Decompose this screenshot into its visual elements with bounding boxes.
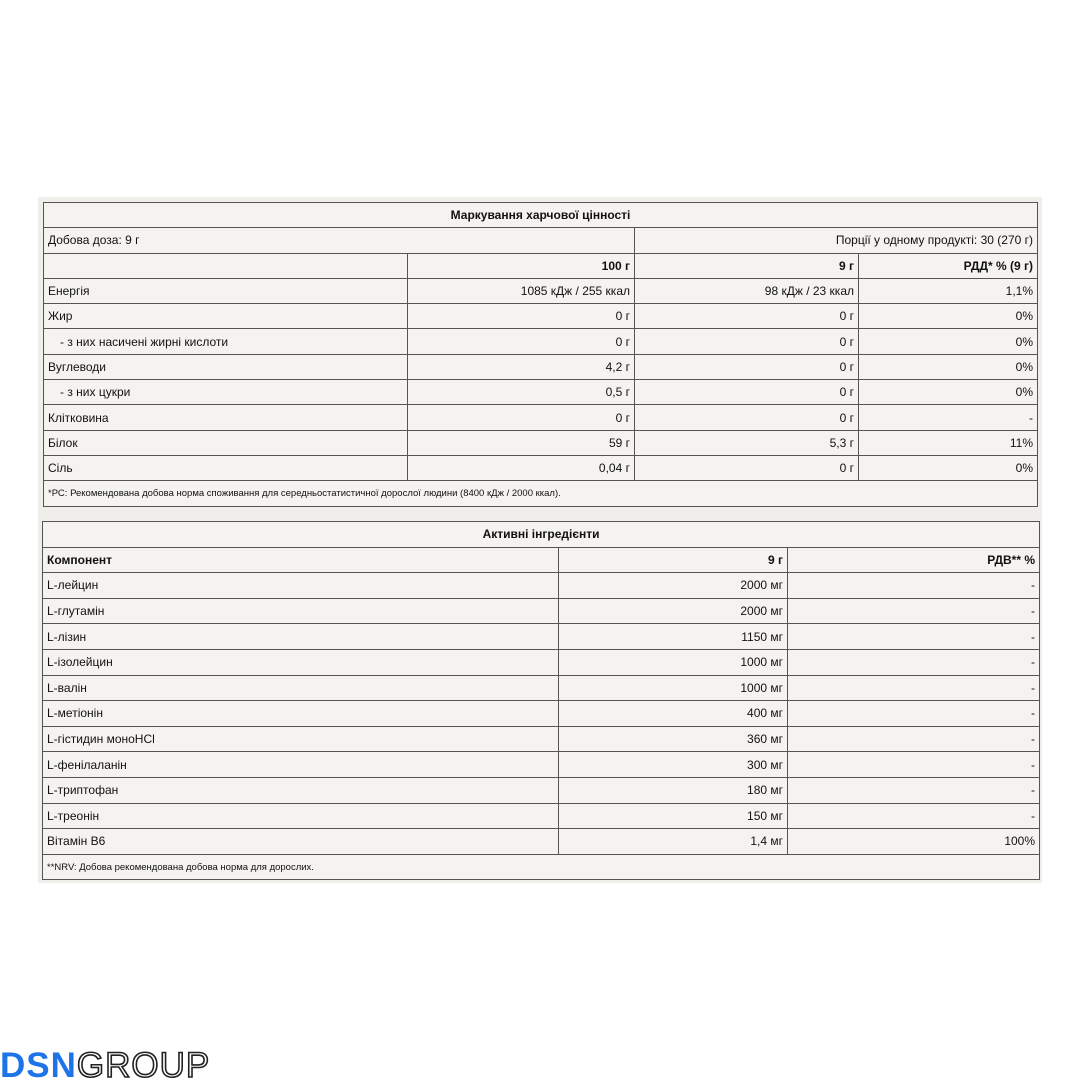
nutrition-header-9g: 9 г xyxy=(635,253,859,278)
ingredient-name: L-ізолейцин xyxy=(43,649,559,675)
ingredient-amount: 1000 мг xyxy=(559,675,788,701)
ingredient-rdv-pct: 100% xyxy=(788,829,1040,855)
table-row xyxy=(43,649,1040,675)
ingredient-rdv-pct: - xyxy=(788,701,1040,727)
ingredient-amount: 300 мг xyxy=(559,752,788,778)
nutrient-name: Сіль xyxy=(44,455,408,480)
nutrition-table xyxy=(43,202,1038,507)
table-row xyxy=(43,598,1040,624)
ingredient-amount: 1000 мг xyxy=(559,649,788,675)
table-row xyxy=(43,675,1040,701)
nutrient-rda-pct: - xyxy=(859,405,1038,430)
ingredients-header-amount: 9 г xyxy=(559,547,788,573)
nutrient-per-9g: 0 г xyxy=(635,354,859,379)
ingredient-rdv-pct: - xyxy=(788,726,1040,752)
ingredients-header-row xyxy=(43,547,1040,573)
ingredient-rdv-pct: - xyxy=(788,573,1040,599)
ingredient-name: L-лейцин xyxy=(43,573,559,599)
nutrient-rda-pct: 0% xyxy=(859,455,1038,480)
nutrition-header-rda: РДД* % (9 г) xyxy=(859,253,1038,278)
ingredient-rdv-pct: - xyxy=(788,598,1040,624)
nutrition-dose-row xyxy=(44,228,1038,253)
ingredient-rdv-pct: - xyxy=(788,675,1040,701)
daily-dose: Добова доза: 9 г xyxy=(44,228,635,253)
ingredients-title: Активні інгредієнти xyxy=(43,522,1040,548)
ingredient-name: L-глутамін xyxy=(43,598,559,624)
nutrient-name: - з них цукри xyxy=(44,380,408,405)
logo-part-group: GROUP xyxy=(76,1046,211,1085)
nutrition-header-row xyxy=(44,253,1038,278)
nutrient-name: Клітковина xyxy=(44,405,408,430)
table-row xyxy=(43,752,1040,778)
nutrient-per-9g: 0 г xyxy=(635,329,859,354)
nutrition-footnote: *РС: Рекомендована добова норма споживання для середньостатистичної дорослої людини (8400 кДж / 2000 ккал). xyxy=(44,481,1038,506)
nutrient-per-9g: 0 г xyxy=(635,304,859,329)
nutrient-name: Вуглеводи xyxy=(44,354,408,379)
logo-part-dsn: DSN xyxy=(0,1046,77,1085)
nutrient-per-100g: 1085 кДж / 255 ккал xyxy=(408,278,635,303)
nutrient-name: Білок xyxy=(44,430,408,455)
ingredient-name: L-валін xyxy=(43,675,559,701)
table-row xyxy=(43,777,1040,803)
nutrient-per-9g: 0 г xyxy=(635,405,859,430)
nutrient-rda-pct: 0% xyxy=(859,354,1038,379)
ingredient-rdv-pct: - xyxy=(788,649,1040,675)
ingredient-name: L-триптофан xyxy=(43,777,559,803)
ingredients-header-rdv: РДВ** % xyxy=(788,547,1040,573)
table-row xyxy=(43,803,1040,829)
ingredients-title-row xyxy=(43,522,1040,548)
table-row xyxy=(44,405,1038,430)
servings-per-product: Порції у одному продукті: 30 (270 г) xyxy=(635,228,1038,253)
table-row xyxy=(44,430,1038,455)
ingredient-amount: 150 мг xyxy=(559,803,788,829)
nutrient-per-100g: 0 г xyxy=(408,405,635,430)
table-row xyxy=(43,624,1040,650)
table-row xyxy=(43,573,1040,599)
ingredients-footnote-row xyxy=(43,854,1040,880)
nutrient-per-100g: 59 г xyxy=(408,430,635,455)
dsn-group-logo xyxy=(0,1046,211,1085)
nutrient-name: Жир xyxy=(44,304,408,329)
ingredient-rdv-pct: - xyxy=(788,624,1040,650)
nutrition-title: Маркування харчової цінності xyxy=(44,203,1038,228)
table-row xyxy=(44,304,1038,329)
nutrient-name: - з них насичені жирні кислоти xyxy=(44,329,408,354)
ingredient-name: L-лізин xyxy=(43,624,559,650)
nutrient-per-9g: 5,3 г xyxy=(635,430,859,455)
ingredient-rdv-pct: - xyxy=(788,752,1040,778)
nutrient-rda-pct: 1,1% xyxy=(859,278,1038,303)
ingredients-table xyxy=(42,521,1040,880)
nutrient-per-9g: 98 кДж / 23 ккал xyxy=(635,278,859,303)
ingredient-rdv-pct: - xyxy=(788,777,1040,803)
ingredient-amount: 2000 мг xyxy=(559,573,788,599)
table-row xyxy=(44,380,1038,405)
table-row xyxy=(44,329,1038,354)
table-row xyxy=(43,701,1040,727)
table-row xyxy=(44,278,1038,303)
table-row xyxy=(43,829,1040,855)
nutrition-title-row xyxy=(44,203,1038,228)
nutrient-rda-pct: 11% xyxy=(859,430,1038,455)
ingredient-amount: 360 мг xyxy=(559,726,788,752)
nutrient-per-9g: 0 г xyxy=(635,380,859,405)
ingredient-name: L-фенілаланін xyxy=(43,752,559,778)
table-row xyxy=(43,726,1040,752)
nutrient-per-100g: 4,2 г xyxy=(408,354,635,379)
nutrition-header-name xyxy=(44,253,408,278)
ingredients-header-component: Компонент xyxy=(43,547,559,573)
nutrient-rda-pct: 0% xyxy=(859,304,1038,329)
nutrient-per-100g: 0,5 г xyxy=(408,380,635,405)
ingredient-name: Вітамін В6 xyxy=(43,829,559,855)
nutrient-per-100g: 0,04 г xyxy=(408,455,635,480)
ingredient-name: L-гістидин моноHCl xyxy=(43,726,559,752)
ingredient-name: L-треонін xyxy=(43,803,559,829)
nutrient-rda-pct: 0% xyxy=(859,380,1038,405)
table-row xyxy=(44,354,1038,379)
table-row xyxy=(44,455,1038,480)
ingredient-amount: 180 мг xyxy=(559,777,788,803)
nutrient-per-100g: 0 г xyxy=(408,304,635,329)
ingredient-amount: 2000 мг xyxy=(559,598,788,624)
ingredient-name: L-метіонін xyxy=(43,701,559,727)
nutrition-footnote-row xyxy=(44,481,1038,506)
ingredient-amount: 1150 мг xyxy=(559,624,788,650)
nutrient-per-9g: 0 г xyxy=(635,455,859,480)
nutrient-rda-pct: 0% xyxy=(859,329,1038,354)
nutrient-name: Енергія xyxy=(44,278,408,303)
nutrient-per-100g: 0 г xyxy=(408,329,635,354)
ingredient-amount: 1,4 мг xyxy=(559,829,788,855)
ingredient-amount: 400 мг xyxy=(559,701,788,727)
nutrition-header-100g: 100 г xyxy=(408,253,635,278)
ingredient-rdv-pct: - xyxy=(788,803,1040,829)
ingredients-footnote: **NRV: Добова рекомендована добова норма для дорослих. xyxy=(43,854,1040,880)
